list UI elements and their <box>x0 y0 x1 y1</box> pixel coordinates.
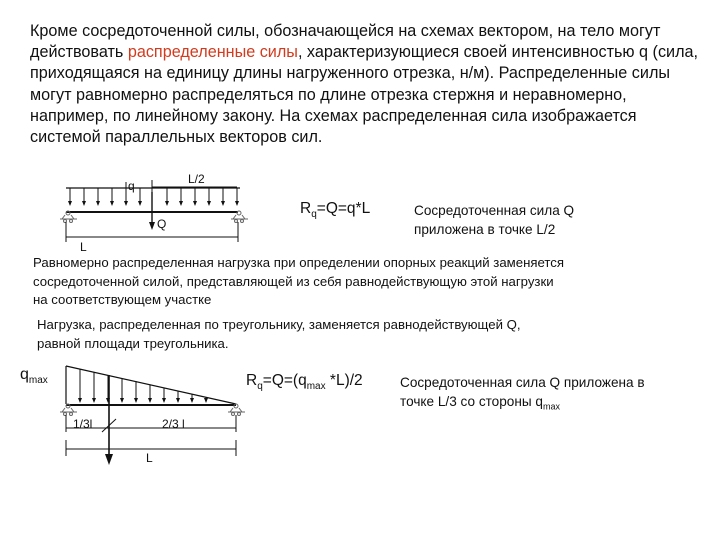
note-1-line-2: приложена в точке L/2 <box>414 222 556 237</box>
L-label-1: L <box>80 240 87 254</box>
half-label: L/2 <box>188 172 205 186</box>
q-label: q <box>128 179 135 193</box>
intro-text-2: , характеризующиеся своей интенсивностью q (сила, приходящаяся на единицу длины нагруженного отрезка, н/м). Распределенные силы могут равномерно распределяться по длине отрезка стержня и неравномерно, например, по линейному закону. На схемах распределенная сила изображается системой параллельных векторов сил. <box>30 43 699 147</box>
triangular-load-explanation: Нагрузка, распределенная по треугольнику, заменяется равнодействующей Q, равной площади треугольника. <box>37 317 521 351</box>
two-thirds-label: 2/3 l <box>162 417 185 431</box>
intro-text-1: Кроме сосредоточенной силы, обозначающейся на схемах вектором, на тело могут действовать <box>30 22 661 62</box>
Q-label: Q <box>157 217 167 231</box>
note-2-line-2: точке L/3 со стороны $q_{max}$ <box>400 394 560 412</box>
one-third-label: 1/3l <box>73 417 93 431</box>
note-2-line-1: Сосредоточенная сила Q приложена в <box>400 375 645 390</box>
note-1-line-1: Сосредоточенная сила Q <box>414 203 575 218</box>
triangle-arrowheads <box>78 398 208 403</box>
note-2 <box>400 373 645 417</box>
formula-2: $R_q=Q=(q_{max}$ *L)/2 <box>246 372 363 393</box>
uniform-load-explanation: Равномерно распределенная нагрузка при определении опорных реакций заменяется сосредоточенной силой, представляющей из себя равнодействующую этой нагрузки на соответствующем участке <box>33 255 565 308</box>
formula-1: $R_q=Q=q*L$ <box>300 200 371 221</box>
qmax-label: $q_{max}$ <box>20 366 48 387</box>
L-label-2: L <box>146 451 153 465</box>
intro-highlight: распределенные силы <box>127 43 298 62</box>
